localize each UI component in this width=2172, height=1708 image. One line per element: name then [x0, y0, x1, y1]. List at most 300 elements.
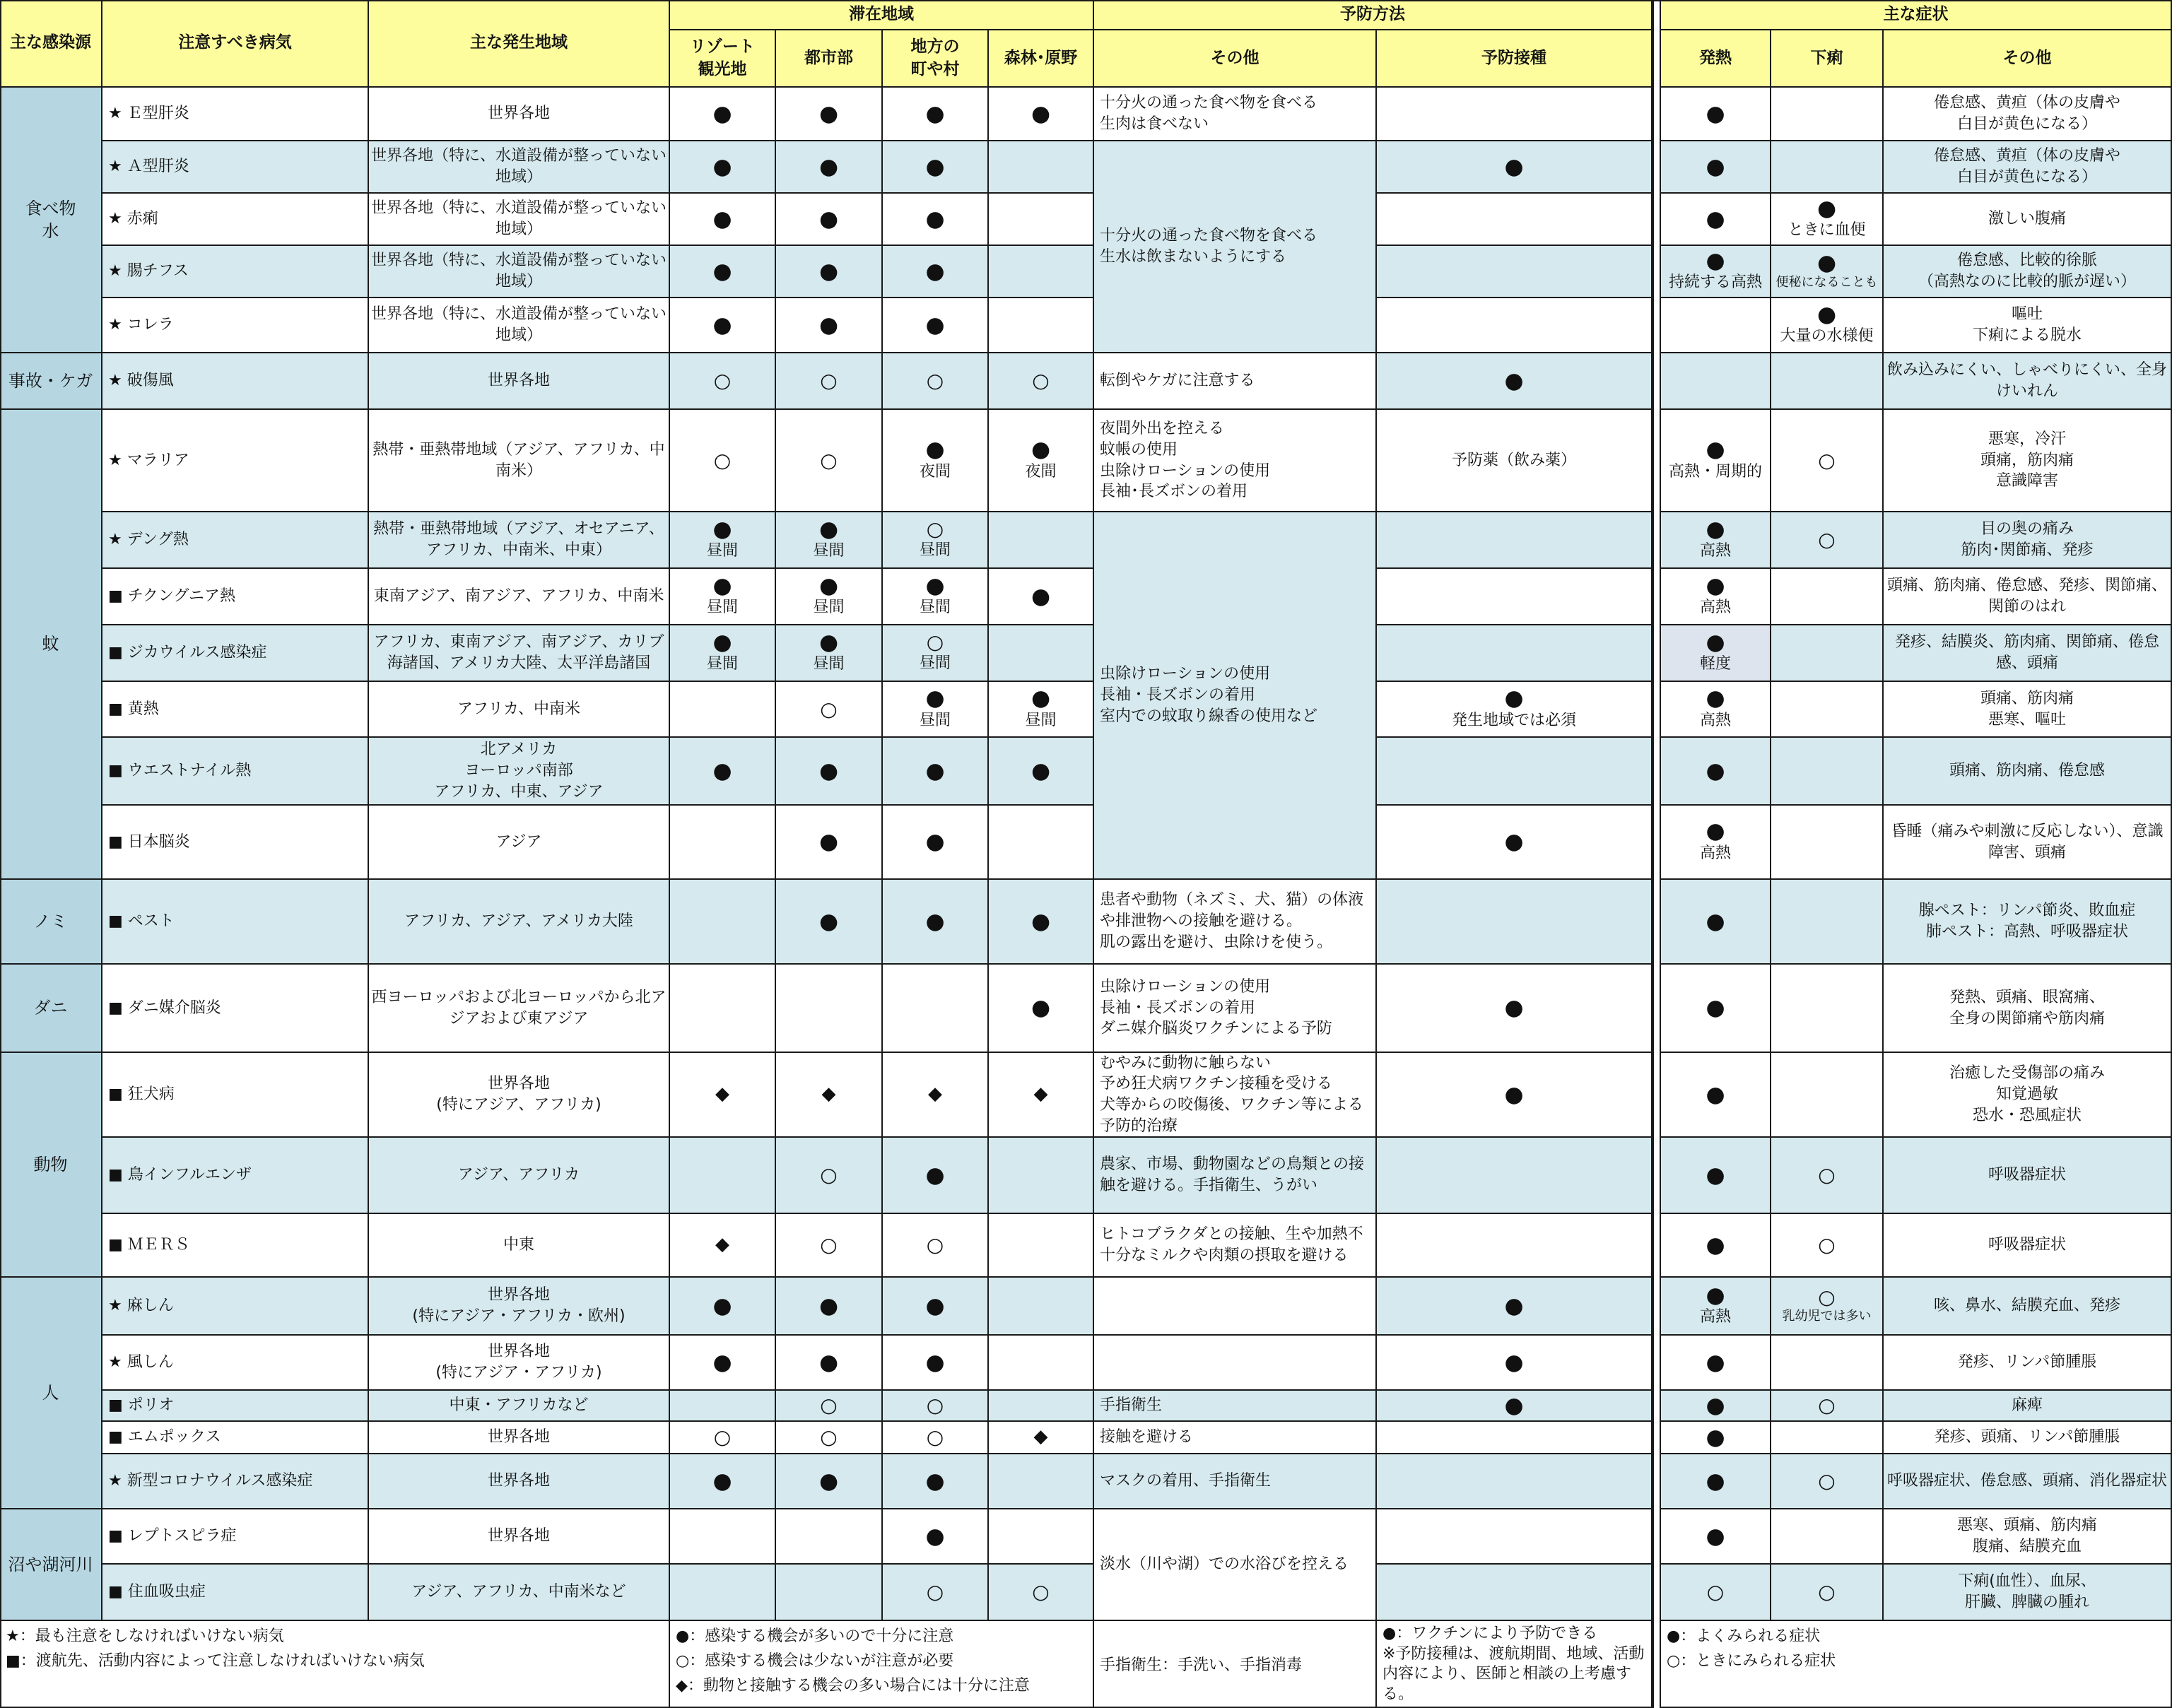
- fever-cell: [1661, 682, 1771, 738]
- vaccine-cell: [1377, 1509, 1653, 1565]
- diamond-mark: ◆: [715, 1234, 729, 1256]
- diarrhea-cell: [1771, 569, 1884, 625]
- filled-dot-mark: ●: [1504, 829, 1524, 855]
- open-circle-mark: ○: [713, 1425, 732, 1449]
- cell-text: 昼間: [919, 654, 951, 672]
- filled-dot-mark: ●: [1504, 1081, 1524, 1107]
- region-cell: [369, 625, 670, 682]
- vaccine-cell: [1377, 880, 1653, 965]
- filled-dot-mark: ●: [1706, 818, 1725, 844]
- region-cell: [369, 1138, 670, 1214]
- cell-text: (特にアジア・アフリカ): [435, 1364, 602, 1382]
- vaccine-cell: [1377, 410, 1653, 512]
- diarrhea-cell: [1771, 1278, 1884, 1336]
- vaccine-cell: [1377, 1138, 1653, 1214]
- cell-text: 世界各地: [487, 1075, 550, 1093]
- filled-dot-mark: ●: [818, 258, 839, 284]
- open-circle-mark: ○: [1032, 369, 1050, 393]
- cell-text: 高熱: [1699, 599, 1731, 617]
- cell-text: 目の奥の痛み: [1980, 520, 2074, 538]
- legend-stay-marks: [670, 1621, 1094, 1708]
- disease-name: [102, 738, 369, 806]
- cell-text: ○：感染する機会は少ないが注意が必要: [676, 1652, 954, 1671]
- fever-cell: [1661, 1053, 1771, 1138]
- filled-dot-mark: ●: [712, 1468, 732, 1494]
- stay-mark-cell: [776, 88, 883, 141]
- stay-mark-cell: [670, 298, 776, 353]
- cell-text: 夜間: [1025, 462, 1057, 481]
- filled-dot-mark: ●: [925, 206, 945, 232]
- header-prevention-group: [1094, 0, 1653, 30]
- symptom-other-cell: [1884, 569, 2172, 625]
- cell-text: 知覚過敏: [1995, 1085, 2058, 1104]
- region-cell: [369, 1391, 670, 1422]
- symptom-other-cell: [1884, 410, 2172, 512]
- cell-text: アジア: [495, 832, 542, 851]
- cell-text: 蚊帳の使用: [1100, 440, 1178, 459]
- symptom-other-cell: [1884, 1565, 2172, 1621]
- cell-text: ★ 風しん: [108, 1353, 174, 1372]
- filled-dot-mark: ●: [1706, 1232, 1725, 1258]
- stay-mark-cell: [883, 1138, 989, 1214]
- fever-cell: [1661, 1278, 1771, 1336]
- stay-mark-cell: [776, 141, 883, 194]
- cell-text: ■ ジカウイルス感染症: [108, 644, 267, 662]
- filled-dot-mark: ●: [712, 516, 732, 542]
- disease-name: [102, 246, 369, 298]
- cell-text: 腺ペスト：リンパ節炎、敗血症: [1918, 902, 2136, 920]
- open-circle-mark: ○: [926, 1580, 944, 1604]
- region-cell: [369, 1509, 670, 1565]
- symptom-other-cell: [1884, 512, 2172, 569]
- cell-text: 注意すべき病気: [178, 33, 292, 52]
- filled-dot-mark: ●: [1706, 1468, 1725, 1494]
- prevention-other-cell: [1094, 1278, 1377, 1336]
- stay-mark-cell: [670, 569, 776, 625]
- diarrhea-cell: [1771, 410, 1884, 512]
- filled-dot-mark: ●: [1816, 301, 1837, 327]
- cell-text: 高熱: [1699, 542, 1731, 560]
- filled-dot-mark: ●: [925, 758, 945, 784]
- cell-text: 悪寒、嘔吐: [1988, 710, 2066, 729]
- cell-text: 白目が黄色になる）: [1956, 168, 2097, 186]
- cell-text: 呼吸器症状、倦怠感、頭痛、消化器症状: [1886, 1472, 2167, 1490]
- cell-text: その他: [2002, 48, 2052, 67]
- cell-text: ★ Ｅ型肝炎: [108, 105, 189, 123]
- header-region: [369, 0, 670, 88]
- cell-text: 事故・ケガ: [8, 370, 93, 391]
- filled-dot-mark: ●: [925, 258, 945, 284]
- cell-text: ★ 腸チフス: [108, 262, 189, 281]
- stay-mark-cell: [670, 738, 776, 806]
- filled-dot-mark: ●: [925, 1523, 945, 1549]
- diarrhea-cell: [1771, 738, 1884, 806]
- cell-text: ノミ: [33, 911, 68, 931]
- stay-mark-cell: [776, 246, 883, 298]
- diarrhea-cell: [1771, 1138, 1884, 1214]
- fever-cell: [1661, 625, 1771, 682]
- stay-mark-cell: [989, 1454, 1094, 1509]
- vaccine-cell: [1377, 1391, 1653, 1422]
- stay-mark-cell: [989, 1509, 1094, 1565]
- disease-name: [102, 88, 369, 141]
- cell-text: 熱帯・亜熱帯地域（アジア、オセアニア、アフリカ、中南米、中東）: [373, 520, 664, 559]
- disease-name: [102, 1053, 369, 1138]
- region-cell: [369, 1454, 670, 1509]
- filled-dot-mark: ●: [818, 312, 839, 338]
- open-circle-mark: ○: [1818, 528, 1836, 552]
- cell-text: アフリカ、アジア、アメリカ大陸: [404, 912, 633, 931]
- diarrhea-cell: [1771, 194, 1884, 246]
- stay-mark-cell: [670, 512, 776, 569]
- filled-dot-mark: ●: [1504, 1292, 1524, 1319]
- cell-text: 発生地域では必須: [1451, 711, 1576, 729]
- stay-mark-cell: [670, 353, 776, 410]
- open-circle-mark: ○: [1032, 1580, 1050, 1604]
- symptom-other-cell: [1884, 88, 2172, 141]
- disease-name: [102, 1565, 369, 1621]
- open-circle-mark: ○: [926, 1394, 944, 1418]
- disease-name: [102, 806, 369, 880]
- fever-cell: [1661, 194, 1771, 246]
- disease-name: [102, 965, 369, 1053]
- stay-mark-cell: [776, 625, 883, 682]
- filled-dot-mark: ●: [1706, 1349, 1725, 1375]
- fever-cell: [1661, 1391, 1771, 1422]
- filled-dot-mark: ●: [818, 1468, 839, 1494]
- open-circle-mark: ○: [1818, 1469, 1836, 1493]
- vaccine-cell: [1377, 1422, 1653, 1454]
- cell-text: 動物: [33, 1154, 68, 1174]
- cell-text: ★ 新型コロナウイルス感染症: [108, 1472, 313, 1490]
- prevention-other-cell: [1094, 410, 1377, 512]
- cell-text: 悪寒、頭痛、筋肉痛: [1956, 1516, 2097, 1535]
- symptom-other-cell: [1884, 965, 2172, 1053]
- prevention-other-cell: [1094, 512, 1377, 880]
- cell-text: 主な症状: [1883, 4, 1949, 23]
- cell-text: アフリカ、中東、アジア: [434, 782, 604, 801]
- diarrhea-cell: [1771, 141, 1884, 194]
- symptom-other-cell: [1884, 353, 2172, 410]
- vaccine-cell: [1377, 1214, 1653, 1278]
- stay-mark-cell: [776, 569, 883, 625]
- disease-name: [102, 682, 369, 738]
- region-cell: [369, 512, 670, 569]
- fever-cell: [1661, 1138, 1771, 1214]
- cell-text: 全身の関節痛や筋肉痛: [1949, 1009, 2105, 1027]
- fever-cell: [1661, 246, 1771, 298]
- cell-text: 十分火の通った食べ物を食べる: [1100, 94, 1318, 112]
- region-cell: [369, 194, 670, 246]
- cell-text: ■ 狂犬病: [108, 1085, 175, 1104]
- cell-text: ■ 日本脳炎: [108, 832, 190, 851]
- vaccine-cell: [1377, 246, 1653, 298]
- stay-mark-cell: [776, 1336, 883, 1391]
- stay-mark-cell: [670, 806, 776, 880]
- filled-dot-mark: ●: [1031, 583, 1051, 609]
- stay-mark-cell: [670, 1565, 776, 1621]
- stay-mark-cell: [883, 880, 989, 965]
- stay-mark-cell: [883, 1336, 989, 1391]
- cell-text: 地方の: [910, 37, 960, 57]
- cell-text: 昼間: [813, 599, 845, 617]
- disease-name: [102, 569, 369, 625]
- cell-text: 倦怠感、比較的徐脈: [1956, 252, 2097, 270]
- filled-dot-mark: ●: [818, 758, 839, 784]
- disease-name: [102, 1214, 369, 1278]
- cell-text: 西ヨーロッパおよび北ヨーロッパから北アジアおよび東アジア: [371, 988, 667, 1027]
- cell-text: ■：渡航先、活動内容によって注意しなければいけない病気: [6, 1652, 425, 1671]
- stay-mark-cell: [776, 410, 883, 512]
- stay-mark-cell: [989, 194, 1094, 246]
- symptom-other-cell: [1884, 806, 2172, 880]
- filled-dot-mark: ●: [925, 312, 945, 338]
- open-circle-mark: ○: [1818, 1580, 1836, 1604]
- disease-name: [102, 1422, 369, 1454]
- filled-dot-mark: ●: [925, 437, 945, 463]
- cell-text: 主な感染源: [10, 33, 91, 52]
- filled-dot-mark: ●: [818, 629, 839, 655]
- stay-mark-cell: [670, 1336, 776, 1391]
- stay-mark-cell: [776, 298, 883, 353]
- region-cell: [369, 806, 670, 880]
- filled-dot-mark: ●: [1706, 995, 1725, 1021]
- region-cell: [369, 880, 670, 965]
- filled-dot-mark: ●: [1504, 367, 1524, 394]
- filled-dot-mark: ●: [712, 153, 732, 179]
- stay-mark-cell: [670, 1454, 776, 1509]
- open-circle-mark: ○: [926, 1233, 944, 1257]
- filled-dot-mark: ●: [925, 1468, 945, 1494]
- filled-dot-mark: ●: [925, 100, 945, 126]
- cell-text: 発熱、頭痛、眼窩痛、: [1949, 988, 2105, 1006]
- filled-dot-mark: ●: [1706, 100, 1725, 126]
- diarrhea-cell: [1771, 298, 1884, 353]
- cell-text: ●：ワクチンにより予防できる: [1383, 1625, 1598, 1642]
- fever-cell: [1661, 410, 1771, 512]
- legend-hygiene: [1094, 1621, 1377, 1708]
- vaccine-cell: [1377, 806, 1653, 880]
- cell-text: ●：よくみられる症状: [1667, 1627, 1821, 1645]
- cell-text: ●：感染する機会が多いので十分に注意: [676, 1627, 954, 1645]
- fever-cell: [1661, 806, 1771, 880]
- prevention-other-cell: [1094, 141, 1377, 353]
- cell-text: 高熱: [1699, 711, 1731, 729]
- cell-text: 東南アジア、南アジア、アフリカ、中南米: [373, 587, 664, 606]
- cell-text: ヨーロッパ南部: [464, 762, 573, 780]
- open-circle-mark: ○: [1818, 1163, 1836, 1187]
- filled-dot-mark: ●: [925, 908, 945, 934]
- legend-disease-marks: [0, 1621, 670, 1708]
- open-circle-mark: ○: [1818, 1285, 1836, 1309]
- cell-text: 世界各地: [487, 1286, 550, 1304]
- diarrhea-cell: [1771, 1214, 1884, 1278]
- cell-text: マスクの着用、手指衛生: [1100, 1472, 1272, 1490]
- stay-mark-cell: [776, 965, 883, 1053]
- region-cell: [369, 1278, 670, 1336]
- stay-mark-cell: [670, 1214, 776, 1278]
- cell-text: 嘔吐: [2011, 305, 2043, 324]
- region-cell: [369, 410, 670, 512]
- open-circle-mark: ○: [820, 448, 838, 472]
- header-stay-rural: [883, 30, 989, 88]
- cell-text: アフリカ、中南米: [457, 700, 581, 718]
- stay-mark-cell: [883, 141, 989, 194]
- filled-dot-mark: ●: [1031, 908, 1051, 934]
- cell-text: 肝臓、脾臓の腫れ: [1964, 1594, 2089, 1611]
- cell-text: 世界各地（特に、水道設備が整っていない地域）: [370, 305, 667, 344]
- cell-text: 虫除けローションの使用: [1100, 461, 1271, 480]
- cell-text: 昼間: [706, 599, 738, 617]
- header-sym-fever: [1661, 30, 1771, 88]
- stay-mark-cell: [989, 353, 1094, 410]
- cell-text: 白目が黄色になる）: [1956, 115, 2097, 133]
- cell-text: 激しい腹痛: [1988, 210, 2066, 228]
- cell-text: 高熱・周期的: [1668, 462, 1762, 481]
- cell-text: 頭痛、筋肉痛、倦怠感、発疹、関節痛、関節のはれ: [1886, 577, 2167, 616]
- cell-text: 町や村: [910, 59, 960, 78]
- symptom-other-cell: [1884, 194, 2172, 246]
- vaccine-cell: [1377, 569, 1653, 625]
- stay-mark-cell: [989, 1138, 1094, 1214]
- filled-dot-mark: ●: [1504, 995, 1524, 1021]
- stay-mark-cell: [883, 625, 989, 682]
- filled-dot-mark: ●: [712, 1292, 732, 1319]
- cell-text: 昼間: [813, 542, 845, 560]
- stay-mark-cell: [883, 1053, 989, 1138]
- category-cell: [0, 1509, 102, 1621]
- cell-text: 持続する高熱: [1668, 273, 1762, 292]
- filled-dot-mark: ●: [1706, 206, 1725, 232]
- cell-text: ■ 黄熱: [108, 700, 159, 718]
- filled-dot-mark: ●: [712, 258, 732, 284]
- diamond-mark: ◆: [1033, 1426, 1048, 1448]
- header-source: [0, 0, 102, 88]
- prevention-other-cell: [1094, 1214, 1377, 1278]
- cell-text: 発熱: [1699, 48, 1732, 67]
- cell-text: 筋肉･関節痛、発疹: [1961, 541, 2094, 559]
- cell-text: 観光地: [698, 59, 747, 78]
- fever-cell: [1661, 1565, 1771, 1621]
- fever-cell: [1661, 298, 1771, 353]
- cell-text: 倦怠感、黄疸（体の皮膚や: [1933, 147, 2120, 165]
- stay-mark-cell: [989, 1336, 1094, 1391]
- stay-mark-cell: [989, 965, 1094, 1053]
- vaccine-cell: [1377, 738, 1653, 806]
- cell-text: 熱帯・亜熱帯地域（アジア、アフリカ、中南米）: [372, 440, 665, 480]
- stay-mark-cell: [670, 880, 776, 965]
- header-stay-group: [670, 0, 1094, 30]
- disease-name: [102, 1278, 369, 1336]
- filled-dot-mark: ●: [1706, 1162, 1725, 1188]
- filled-dot-mark: ●: [1031, 995, 1051, 1021]
- cell-text: 悪寒，冷汗: [1988, 430, 2066, 448]
- stay-mark-cell: [989, 1214, 1094, 1278]
- cell-text: 生水は飲まないようにする: [1100, 248, 1287, 266]
- stay-mark-cell: [883, 88, 989, 141]
- cell-text: ■ ウエストナイル熱: [108, 762, 252, 780]
- filled-dot-mark: ●: [925, 572, 945, 599]
- stay-mark-cell: [776, 682, 883, 738]
- diarrhea-cell: [1771, 965, 1884, 1053]
- disease-name: [102, 194, 369, 246]
- stay-mark-cell: [883, 682, 989, 738]
- cell-text: ★ コレラ: [108, 316, 174, 334]
- filled-dot-mark: ●: [1706, 516, 1725, 542]
- prevention-other-cell: [1094, 1391, 1377, 1422]
- stay-mark-cell: [670, 1053, 776, 1138]
- filled-dot-mark: ●: [1031, 685, 1051, 712]
- filled-dot-mark: ●: [1706, 1081, 1725, 1107]
- filled-dot-mark: ●: [1706, 153, 1725, 179]
- category-cell: [0, 353, 102, 410]
- fever-cell: [1661, 512, 1771, 569]
- cell-text: ★ 赤痢: [108, 210, 158, 228]
- cell-text: 長袖・長ズボンの着用: [1100, 686, 1256, 705]
- vaccine-cell: [1377, 1053, 1653, 1138]
- filled-dot-mark: ●: [1031, 100, 1051, 126]
- diarrhea-cell: [1771, 512, 1884, 569]
- cell-text: 夜間外出を控える: [1100, 420, 1225, 438]
- cell-text: 意識障害: [1995, 472, 2058, 490]
- disease-name: [102, 1454, 369, 1509]
- stay-mark-cell: [883, 298, 989, 353]
- cell-text: 世界各地: [487, 1472, 550, 1490]
- stay-mark-cell: [776, 512, 883, 569]
- vaccine-cell: [1377, 88, 1653, 141]
- cell-text: ★ 麻しん: [108, 1297, 174, 1315]
- diarrhea-cell: [1771, 806, 1884, 880]
- cell-text: (特にアジア、アフリカ): [436, 1096, 601, 1114]
- stay-mark-cell: [776, 1509, 883, 1565]
- open-circle-mark: ○: [1706, 1580, 1725, 1604]
- stay-mark-cell: [670, 1422, 776, 1454]
- fever-cell: [1661, 738, 1771, 806]
- category-cell: [0, 1278, 102, 1509]
- cell-text: ◆：動物と接触する機会の多い場合には十分に注意: [676, 1677, 1030, 1695]
- symptom-other-cell: [1884, 1509, 2172, 1565]
- stay-mark-cell: [883, 1454, 989, 1509]
- cell-text: 治癒した受傷部の痛み: [1949, 1064, 2105, 1083]
- filled-dot-mark: ●: [1706, 758, 1725, 784]
- cell-text: ★ マラリア: [108, 451, 189, 469]
- stay-mark-cell: [776, 1278, 883, 1336]
- cell-text: アジア、アフリカ、中南米など: [411, 1583, 626, 1601]
- vaccine-cell: [1377, 1565, 1653, 1621]
- cell-text: 世界各地（特に、水道設備が整っていない地域）: [370, 252, 667, 290]
- diarrhea-cell: [1771, 88, 1884, 141]
- cell-text: ヒトコブラクダとの接触、生や加熱不十分なミルクや肉類の摂取を避ける: [1100, 1225, 1363, 1264]
- cell-text: 発疹、結膜炎、筋肉痛、関節痛、倦怠感、頭痛: [1894, 633, 2159, 672]
- cell-text: 昼間: [706, 655, 738, 673]
- region-cell: [369, 1214, 670, 1278]
- stay-mark-cell: [883, 353, 989, 410]
- category-cell: [0, 88, 102, 353]
- filled-dot-mark: ●: [1816, 195, 1837, 221]
- filled-dot-mark: ●: [818, 908, 839, 934]
- cell-text: 世界各地: [487, 1428, 550, 1447]
- filled-dot-mark: ●: [1504, 153, 1524, 179]
- disease-name: [102, 1509, 369, 1565]
- fever-cell: [1661, 88, 1771, 141]
- filled-dot-mark: ●: [1706, 908, 1725, 934]
- header-prev-other: [1094, 30, 1377, 88]
- symptom-other-cell: [1884, 1391, 2172, 1422]
- open-circle-mark: ○: [1818, 448, 1836, 472]
- cell-text: ダニ: [33, 998, 68, 1018]
- region-cell: [369, 1053, 670, 1138]
- stay-mark-cell: [883, 1509, 989, 1565]
